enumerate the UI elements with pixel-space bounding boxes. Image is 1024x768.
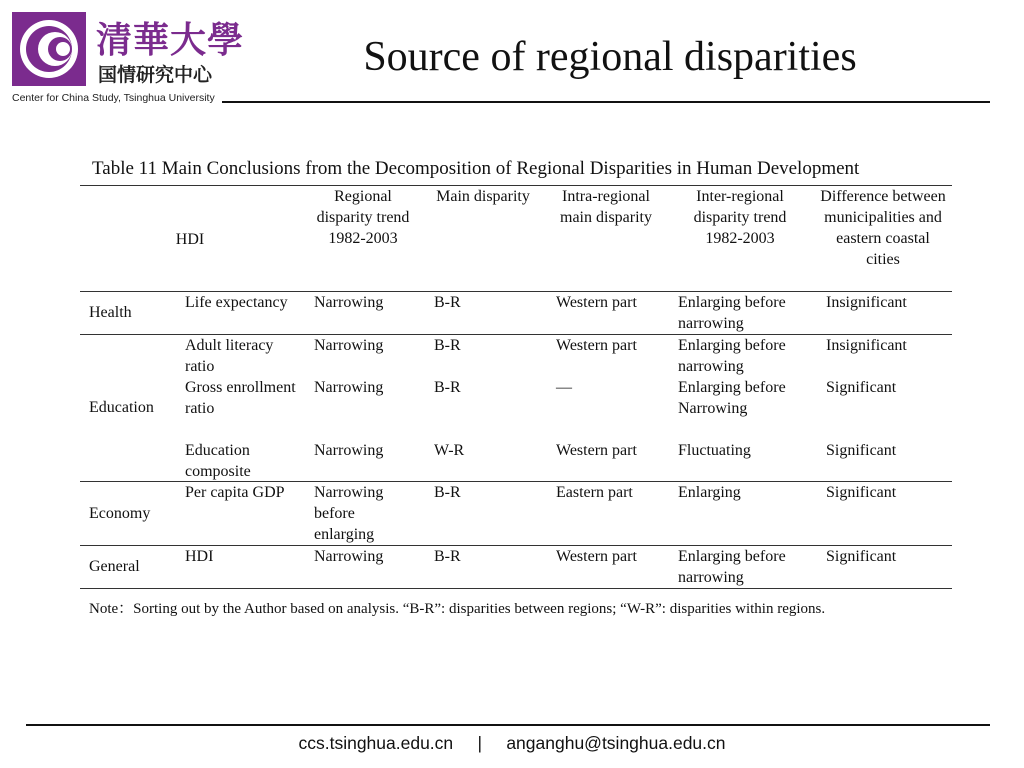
row-trend: Narrowing [314, 379, 384, 396]
row-indicator: Education composite [185, 442, 251, 480]
row-intra: Eastern part [556, 484, 633, 501]
row-diff: Significant [826, 442, 897, 459]
row-intra: Western part [556, 337, 637, 354]
header-regional-trend: Regional disparity trend 1982-2003 [316, 188, 410, 247]
row-trend: Narrowing [314, 442, 384, 459]
row-indicator: HDI [185, 548, 214, 565]
group-general: General [89, 558, 140, 575]
row-main: B-R [434, 337, 461, 354]
row-trend: Narrowing [314, 294, 384, 311]
slide-title: Source of regional disparities [363, 34, 857, 80]
table-caption: Table 11 Main Conclusions from the Decomposition of Regional Disparities in Human Development [92, 158, 860, 179]
logo-english-name: Center for China Study, Tsinghua University [12, 92, 215, 104]
row-inter: Enlarging before narrowing [678, 337, 786, 375]
footer-divider [26, 724, 990, 726]
logo [12, 10, 245, 106]
tsinghua-emblem-icon [12, 12, 86, 86]
group-health: Health [89, 304, 132, 321]
row-inter: Enlarging before narrowing [678, 548, 786, 586]
header-difference: Difference between municipalities and eastern coastal cities [820, 188, 946, 268]
table-note: Note：Sorting out by the Author based on analysis. “B-R”: disparities between regions; “W-R”: disparities within regions. [89, 601, 826, 617]
row-diff: Insignificant [826, 294, 907, 311]
row-trend: Narrowing before enlarging [314, 484, 384, 543]
row-intra: Western part [556, 294, 637, 311]
footer-contact: ccs.tsinghua.edu.cn | anganghu@tsinghua.edu.cn [298, 733, 726, 753]
row-main: W-R [434, 442, 465, 459]
row-indicator: Adult literacy ratio [185, 337, 274, 375]
row-diff: Significant [826, 379, 897, 396]
logo-center-name: 国情研究中心 [98, 64, 213, 86]
table-rule-bottom [80, 588, 952, 589]
row-main: B-R [434, 379, 461, 396]
row-intra: Western part [556, 442, 637, 459]
row-diff: Significant [826, 548, 897, 565]
row-inter: Fluctuating [678, 442, 751, 459]
row-main: B-R [434, 294, 461, 311]
row-inter: Enlarging [678, 484, 741, 501]
header-intra-regional: Intra-regional main disparity [560, 188, 652, 226]
row-inter: Enlarging before Narrowing [678, 379, 786, 417]
row-inter: Enlarging before narrowing [678, 294, 786, 332]
row-indicator: Per capita GDP [185, 484, 285, 501]
row-diff: Significant [826, 484, 897, 501]
logo-chinese-name: 清華大學 [96, 19, 245, 61]
row-trend: Narrowing [314, 337, 384, 354]
title-divider [222, 101, 990, 103]
row-intra: Western part [556, 548, 637, 565]
header-hdi: HDI [175, 231, 205, 248]
row-indicator: Life expectancy [185, 294, 288, 311]
header-main-disparity: Main disparity [436, 188, 530, 205]
row-indicator: Gross enrollment ratio [185, 379, 296, 417]
row-intra: — [556, 379, 572, 396]
row-main: B-R [434, 548, 461, 565]
row-diff: Insignificant [826, 337, 907, 354]
header-inter-regional: Inter-regional disparity trend 1982-2003 [693, 188, 787, 247]
row-trend: Narrowing [314, 548, 384, 565]
group-economy: Economy [89, 505, 151, 522]
row-main: B-R [434, 484, 461, 501]
group-education: Education [89, 399, 154, 416]
